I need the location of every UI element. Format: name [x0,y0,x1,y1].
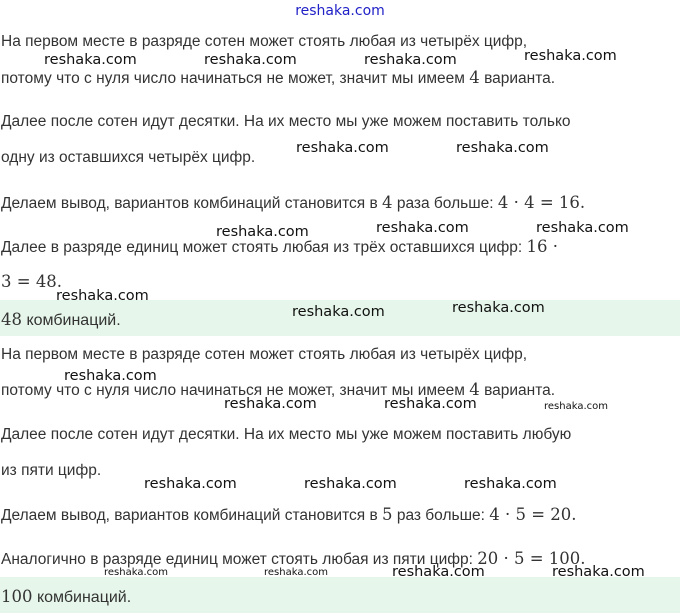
watermark: reshaka.com [376,220,469,236]
watermark: reshaka.com [292,304,385,320]
paragraph-line [1,68,555,89]
watermark: reshaka.com [364,52,457,68]
watermark: reshaka.com [464,476,557,492]
watermark: reshaka.com [452,300,545,316]
text: потому что с нуля число начинаться не может, значит мы имеем [1,70,465,87]
text: раз больше: [396,507,485,524]
text: комбинаций. [26,312,121,329]
watermark: reshaka.com [216,224,309,240]
text: комбинаций. [36,589,132,606]
math-number: 4 [382,193,393,212]
math-expression: 4 · 4 = 16. [497,193,586,212]
paragraph-line: На первом месте в разряде сотен может стоять любая из четырёх цифр, [1,33,528,50]
watermark: reshaka.com [44,52,137,68]
math-number: 100 [1,587,33,606]
paragraph-line [1,505,577,526]
watermark: reshaka.com [536,220,629,236]
paragraph-line: Далее после сотен идут десятки. На их место мы уже можем поставить любую [1,426,572,443]
paragraph-line: одну из оставшихся четырёх цифр. [1,149,256,166]
answer-line [1,310,121,331]
watermark: reshaka.com [456,140,549,156]
watermark: reshaka.com [204,52,297,68]
text: Делаем вывод, вариантов комбинаций становится в [1,507,378,524]
watermark: reshaka.com [544,401,608,412]
math-expression: 20 · 5 = 100. [477,549,586,568]
paragraph-line [1,193,585,214]
paragraph-line: из пяти цифр. [1,462,102,479]
watermark: reshaka.com [64,368,157,384]
text: варианта. [484,382,556,399]
paragraph-line [1,237,558,258]
text: потому что с нуля число начинаться не может, значит мы имеем [1,382,465,399]
watermark: reshaka.com [524,48,617,64]
text: Далее в разряде единиц может стоять любая из трёх оставшихся цифр: [1,239,523,256]
watermark: reshaka.com [56,288,149,304]
watermark: reshaka.com [552,564,645,580]
math-number: 5 [382,505,393,524]
paragraph-line: На первом месте в разряде сотен может стоять любая из четырёх цифр, [1,346,528,363]
text: Делаем вывод, вариантов комбинаций становится в [1,195,378,212]
watermark: reshaka.com [104,567,168,578]
math-number: 4 [469,68,480,87]
math-expression: 16 · [526,237,559,256]
math-number: 4 [469,380,480,399]
text: Аналогично в разряде единиц может стоять любая из пяти цифр: [1,551,473,568]
math-expression: 3 = 48. [1,272,63,291]
site-header-link[interactable]: reshaka.com [295,3,385,19]
text: варианта. [484,70,556,87]
watermark: reshaka.com [392,564,485,580]
math-number: 48 [1,310,22,329]
watermark: reshaka.com [264,567,328,578]
watermark: reshaka.com [304,476,397,492]
paragraph-line: Далее после сотен идут десятки. На их место мы уже можем поставить только [1,113,571,130]
answer-line [1,587,131,608]
math-expression: 4 · 5 = 20. [489,505,577,524]
watermark: reshaka.com [384,396,477,412]
watermark: reshaka.com [224,396,317,412]
paragraph-line [1,272,62,293]
watermark: reshaka.com [144,476,237,492]
watermark: reshaka.com [296,140,389,156]
text: раза больше: [396,195,494,212]
